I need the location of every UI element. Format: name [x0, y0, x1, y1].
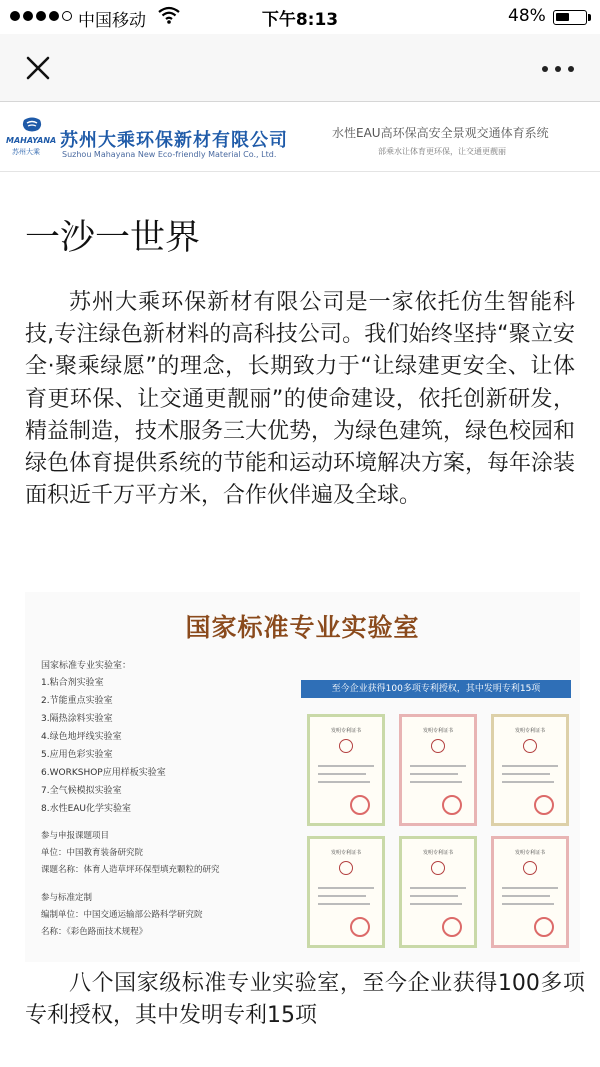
certificate-text-line — [410, 895, 458, 897]
patent-certificate — [399, 714, 477, 826]
lab-list-item: 1.粘合剂实验室 — [41, 678, 104, 688]
certificate-emblem-icon — [523, 861, 537, 875]
lab-caption-paragraph: 八个国家级标准专业实验室，至今企业获得100多项专利授权，其中发明专利15项 — [25, 971, 585, 1028]
reference-title: 参与申报课题项目 — [41, 831, 110, 841]
lab-list — [41, 674, 166, 818]
carrier-name: 中国移动 — [78, 11, 146, 31]
certificate-emblem-icon — [431, 861, 445, 875]
company-logo — [6, 116, 57, 156]
certificate-stamp-icon — [534, 917, 554, 937]
certificate-title: 发明专利证书 — [514, 850, 545, 856]
lab-list-item: 8.水性EAU化学实验室 — [41, 804, 132, 814]
lab-list-item: 4.绿色地坪线实验室 — [41, 732, 122, 742]
reference-unit: 编制单位：中国交通运输部公路科学研究院 — [41, 910, 203, 920]
certificate-title: 发明专利证书 — [514, 728, 545, 734]
reference-unit: 单位：中国教育装备研究院 — [41, 848, 144, 858]
certificate-text-line — [318, 773, 366, 775]
certificate-text-line — [502, 887, 558, 889]
more-button[interactable] — [536, 62, 580, 76]
company-name-en: Suzhou Mahayana New Eco-friendly Material Co., Ltd. — [62, 150, 277, 159]
lab-list-item: 7.全气候模拟实验室 — [41, 786, 122, 796]
reference-name: 名称：《彩色路面技术规程》 — [41, 927, 148, 937]
status-bar — [0, 0, 600, 34]
certificate-text-line — [410, 887, 466, 889]
certificate-stamp-icon — [350, 795, 370, 815]
article-heading: 一沙一世界 — [25, 218, 201, 258]
certificate-stamp-icon — [442, 917, 462, 937]
research-reference-block — [41, 828, 220, 879]
certificate-title: 发明专利证书 — [422, 728, 453, 734]
certificate-title: 发明专利证书 — [422, 850, 453, 856]
article-intro-paragraph: 苏州大乘环保新材有限公司是一家依托仿生智能科技,专注绿色新材料的高科技公司。我们始终坚持“聚立安全·聚乘绿愿”的理念，长期致力于“让绿建更安全、让体育更环保、让交通更靓丽”的使命建设，依托创新研发，精益制造，技术服务三大优势，为绿色建筑，绿色校园和绿色体育提供系统的节能和运动环境解决方案，每年涂装面积近千万平方米，合作伙伴遍及全球。 — [25, 290, 576, 509]
nav-bar — [0, 34, 600, 102]
certificate-text-line — [502, 765, 558, 767]
patent-certificate — [399, 836, 477, 948]
certificate-text-line — [318, 781, 370, 783]
certificate-text-line — [318, 765, 374, 767]
certificate-stamp-icon — [534, 795, 554, 815]
lab-list-heading: 国家标准专业实验室： — [41, 661, 132, 671]
patent-certificate — [491, 714, 569, 826]
more-icon-dot — [555, 66, 561, 72]
certificate-text-line — [410, 903, 462, 905]
certificate-emblem-icon — [339, 861, 353, 875]
lab-infographic-image — [25, 592, 580, 962]
logo-wordmark: MAHAYANA — [6, 136, 57, 145]
certificate-stamp-icon — [442, 795, 462, 815]
certificate-text-line — [318, 887, 374, 889]
lab-list-item: 5.应用色彩实验室 — [41, 750, 113, 760]
certificate-text-line — [318, 895, 366, 897]
certificate-text-line — [318, 903, 370, 905]
company-name-cn: 苏州大乘环保新材有限公司 — [60, 130, 288, 151]
reference-title: 参与标准定制 — [41, 893, 93, 903]
battery-icon — [553, 10, 587, 25]
certificate-emblem-icon — [431, 739, 445, 753]
lab-list-item: 6.WORKSHOP应用样板实验室 — [41, 768, 166, 778]
patent-certificate — [491, 836, 569, 948]
reference-topic: 课题名称：体育人造草坪环保型填充颗粒的研究 — [41, 865, 220, 875]
patent-certificate — [307, 836, 385, 948]
battery-cap — [588, 14, 591, 21]
lab-list-item: 2.节能重点实验室 — [41, 696, 113, 706]
certificate-title: 发明专利证书 — [330, 850, 361, 856]
patent-certificate — [307, 714, 385, 826]
battery-level-fill — [556, 13, 569, 21]
close-icon — [20, 50, 56, 86]
banner-tagline: 水性EAU高环保高安全景观交通体育系统 — [332, 126, 549, 140]
certificate-stamp-icon — [350, 917, 370, 937]
certificate-emblem-icon — [523, 739, 537, 753]
patent-certificate-grid — [307, 714, 569, 954]
certificate-title: 发明专利证书 — [330, 728, 361, 734]
status-time: 下午8:13 — [261, 10, 339, 30]
certificate-text-line — [502, 903, 554, 905]
close-button[interactable] — [20, 50, 56, 86]
battery-percent: 48% — [508, 6, 546, 26]
company-banner — [0, 102, 600, 172]
patent-banner: 至今企业获得100多项专利授权，其中发明专利15项 — [301, 680, 571, 698]
more-icon-dot — [542, 66, 548, 72]
banner-slogan: 部乘水让体育更环保，让交通更靓丽 — [378, 147, 506, 156]
more-icon-dot — [568, 66, 574, 72]
certificate-text-line — [502, 895, 550, 897]
certificate-text-line — [410, 765, 466, 767]
certificate-text-line — [502, 773, 550, 775]
certificate-text-line — [410, 781, 462, 783]
lab-image-title: 国家标准专业实验室 — [185, 613, 420, 642]
article-content[interactable] — [0, 102, 600, 1067]
standard-reference-block — [41, 890, 203, 941]
certificate-emblem-icon — [339, 739, 353, 753]
certificate-text-line — [502, 781, 554, 783]
logo-subtext: 苏州大乘 — [12, 148, 40, 156]
lab-list-item: 3.隔热涂料实验室 — [41, 714, 113, 724]
certificate-text-line — [410, 773, 458, 775]
